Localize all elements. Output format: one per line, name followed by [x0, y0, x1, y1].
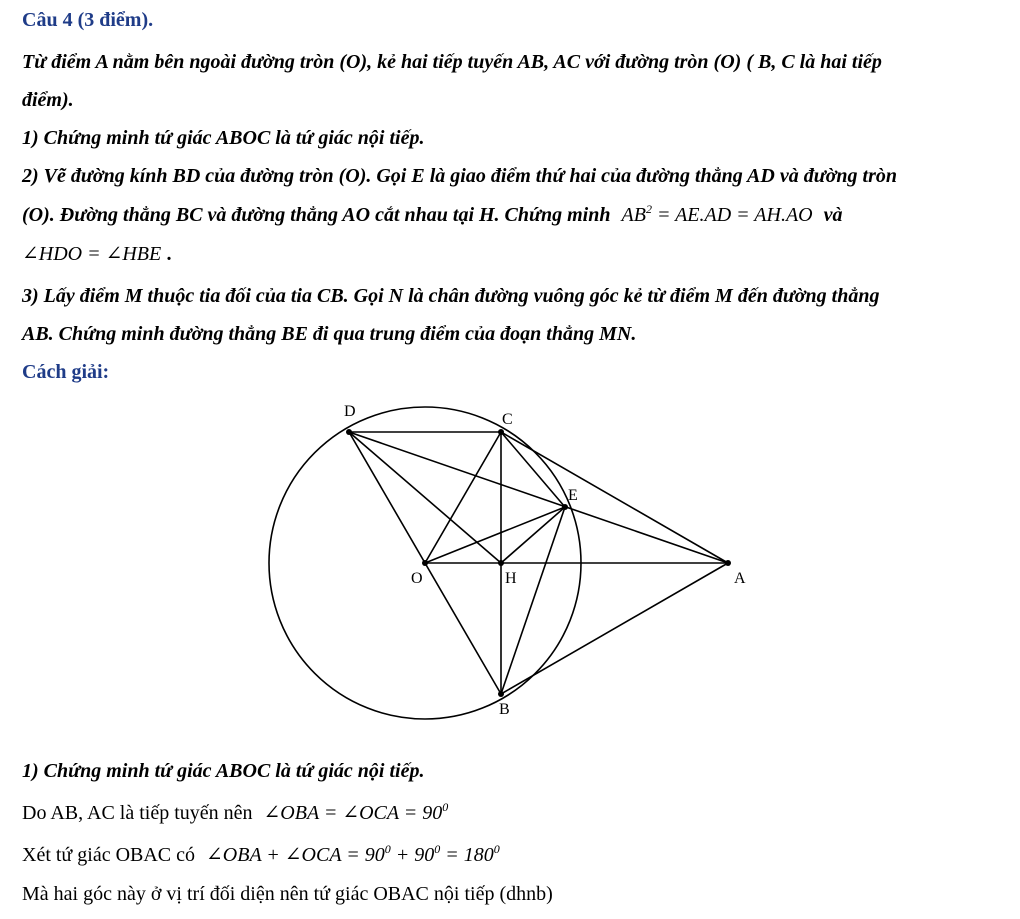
point-c [498, 429, 504, 435]
formula-degree: 0 [442, 800, 449, 814]
point-b [498, 691, 504, 697]
question-2-and: và [823, 204, 843, 226]
question-2-text: (O). Đường thẳng BC và đường thẳng AO cắt nhau tại H. Chứng minh [22, 204, 611, 226]
segment-dh [349, 432, 501, 563]
question-1: 1) Chứng minh tứ giác ABOC là tứ giác nội tiếp. [22, 127, 425, 149]
segment-co [425, 432, 501, 563]
label-e: E [568, 487, 578, 504]
question-3-line1: 3) Lấy điểm M thuộc tia đối của tia CB. Gọi N là chân đường vuông góc kẻ từ điểm M đến đường thẳng [22, 285, 880, 307]
label-c: C [502, 411, 513, 428]
point-o [422, 560, 428, 566]
formula-part-b: + 90 [395, 844, 435, 866]
label-h: H [505, 570, 517, 587]
formula-part-c: = 180 [445, 844, 494, 866]
label-a: A [734, 570, 746, 587]
angle-formula-period: . [167, 243, 173, 265]
question-3-line2: AB. Chứng minh đường thẳng BE đi qua trung điểm của đoạn thẳng MN. [22, 323, 637, 345]
solution-part1-heading: 1) Chứng minh tứ giác ABOC là tứ giác nội tiếp. [22, 760, 425, 782]
page-title: Câu 4 (3 điểm). [22, 9, 154, 31]
point-d [346, 429, 352, 435]
solution-line2 [22, 841, 506, 869]
formula-exponent: 2 [645, 202, 652, 216]
formula-rest: = AE.AD = AH.AO [656, 204, 813, 226]
formula-degree-b: 0 [434, 842, 441, 856]
label-o: O [411, 570, 423, 587]
label-b: B [499, 701, 510, 718]
solution-line1-formula [264, 802, 449, 824]
formula-degree-c: 0 [493, 842, 500, 856]
formula-degree-a: 0 [384, 842, 391, 856]
point-e [562, 504, 568, 510]
solution-heading: Cách giải: [22, 361, 110, 383]
segment-ca [501, 432, 728, 563]
problem-intro-line1: Từ điểm A nằm bên ngoài đường tròn (O), kẻ hai tiếp tuyến AB, AC với đường tròn (O) ( B, C là hai tiếp [22, 51, 882, 73]
point-h [498, 560, 504, 566]
angle-formula: ∠HDO = ∠HBE [22, 243, 162, 265]
solution-line3: Mà hai góc này ở vị trí đối diện nên tứ giác OBAC nội tiếp (dhnb) [22, 883, 553, 905]
formula-value: ∠OBA = ∠OCA = 90 [263, 802, 443, 824]
formula-part-a: ∠OBA + ∠OCA = 90 [206, 844, 385, 866]
question-2-line1: 2) Vẽ đường kính BD của đường tròn (O). Gọi E là giao điểm thứ hai của đường thẳng AD và đường tròn [22, 165, 898, 187]
problem-intro-line2: điểm). [22, 89, 74, 111]
segment-da [349, 432, 728, 563]
formula-ab: AB [621, 204, 646, 226]
point-a [725, 560, 731, 566]
solution-line2-text: Xét tứ giác OBAC có [22, 844, 196, 866]
segment-ba [501, 563, 728, 694]
label-d: D [344, 403, 356, 420]
solution-line2-formula [206, 844, 500, 866]
solution-line1 [22, 799, 454, 827]
solution-line1-text: Do AB, AC là tiếp tuyến nên [22, 802, 253, 824]
